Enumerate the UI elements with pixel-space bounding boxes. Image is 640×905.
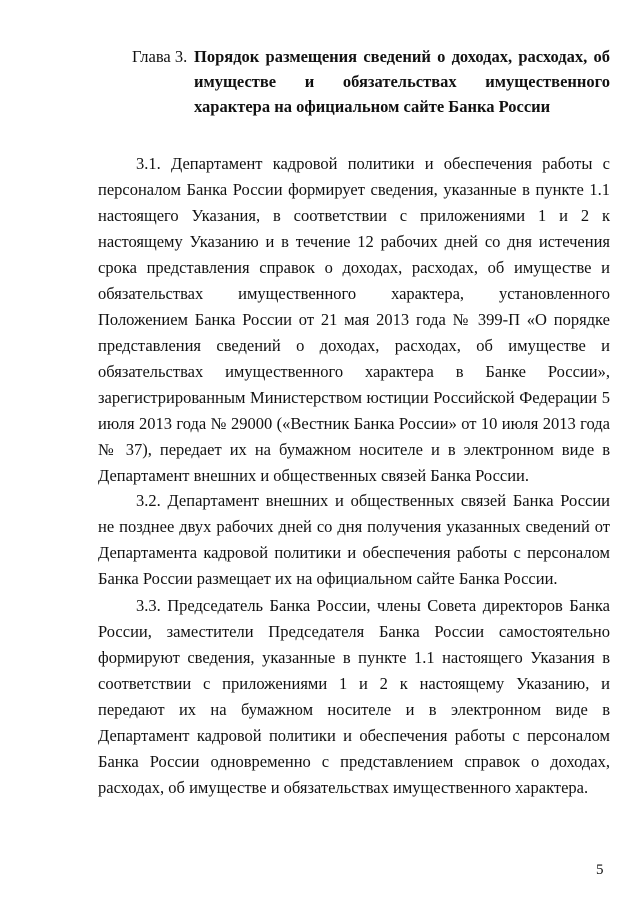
paragraph-3-3: 3.3. Председатель Банка России, члены Совета директоров Банка России, заместители Председателя Банка России самостоятельно формируют сведения, указанные в пункте 1.1 настоящего Указания в соответствии с приложениями 1 и 2 к настоящему Указанию, и передают их на бумажном носителе и в электронном виде в Департамент кадровой политики и обеспечения работы с персоналом Банка России одновременно с представлением справок о доходах, расходах, об имуществе и обязательствах имущественного характера. xyxy=(98,596,610,797)
chapter-title: Порядок размещения сведений о доходах, расходах, об имуществе и обязательствах имущественного характера на официальном сайте Банка России xyxy=(194,47,610,116)
chapter-heading xyxy=(132,44,610,119)
paragraph-3-1: 3.1. Департамент кадровой политики и обеспечения работы с персоналом Банка России формирует сведения, указанные в пункте 1.1 настоящего Указания, в соответствии с приложениями 1 и 2 к настоящему Указанию и в течение 12 рабочих дней со дня истечения срока представления справок о доходах, расходах, об имуществе и обязательствах имущественного характера, установленного Положением Банка России от 21 мая 2013 года № 399-П «О порядке представления сведений о доходах, расходах, об имуществе и обязательствах имущественного характера в Банке России», зарегистрированным Министерством юстиции Российской Федерации 5 июля 2013 года № 29000 («Вестник Банка России» от 10 июля 2013 года № 37), передает их на бумажном носителе и в электронном виде в Департамент внешних и общественных связей Банка России. xyxy=(98,154,610,485)
chapter-label: Глава 3. xyxy=(132,47,188,66)
paragraph-3-2: 3.2. Департамент внешних и общественных связей Банка России не позднее двух рабочих дней со дня получения указанных сведений от Департамента кадровой политики и обеспечения работы с персоналом Банка России размещает их на официальном сайте Банка России. xyxy=(98,491,610,588)
page-number: 5 xyxy=(596,862,604,878)
